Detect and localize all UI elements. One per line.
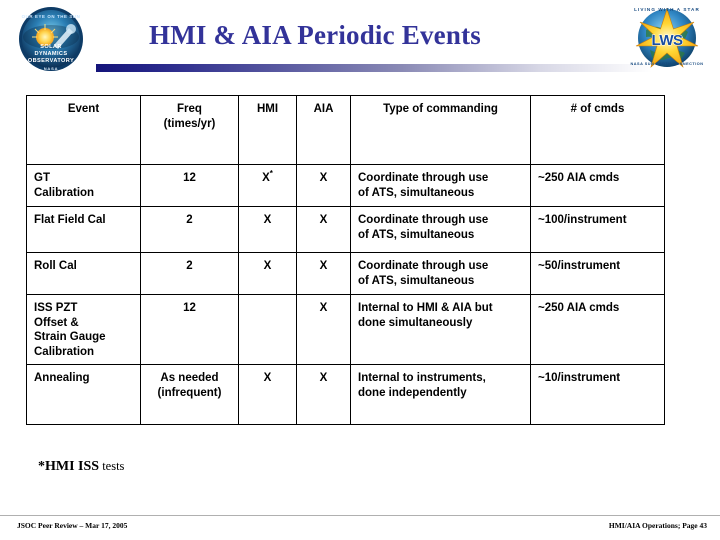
svg-text:OBSERVATORY: OBSERVATORY — [27, 58, 75, 64]
table-row — [27, 295, 665, 365]
cell-event-line3: Strain Gauge — [34, 331, 106, 344]
svg-text:OUR EYE ON THE SUN: OUR EYE ON THE SUN — [21, 14, 81, 19]
cell-cmds: ~250 AIA cmds — [531, 295, 665, 365]
cell-event-line1: ISS PZT — [34, 302, 78, 314]
footer-left-text: JSOC Peer Review – Mar 17, 2005 — [17, 521, 128, 530]
cell-freq: 2 — [141, 207, 239, 253]
cell-event — [27, 295, 141, 365]
cell-freq-line2: (infrequent) — [157, 386, 222, 399]
svg-text:SOLAR: SOLAR — [40, 44, 62, 50]
column-header-freq-line1: Freq — [177, 103, 202, 115]
cell-event — [27, 364, 141, 424]
cell-aia: X — [297, 207, 351, 253]
cell-type-line2: done simultaneously — [358, 316, 473, 329]
cell-hmi — [239, 165, 297, 207]
cell-freq — [141, 364, 239, 424]
footnote-marker-text: *HMI ISS — [38, 459, 100, 474]
column-header-freq-line2: (times/yr) — [163, 117, 216, 130]
cell-type — [351, 165, 531, 207]
sdo-logo-graphic — [14, 4, 88, 74]
column-header-type: Type of commanding — [351, 96, 531, 165]
cell-type-line2: of ATS, simultaneous — [358, 228, 475, 241]
cell-cmds: ~10/instrument — [531, 364, 665, 424]
cell-type — [351, 207, 531, 253]
cell-cmds: ~100/instrument — [531, 207, 665, 253]
cell-event — [27, 165, 141, 207]
cell-type-line1: Internal to instruments, — [358, 371, 486, 384]
cell-type-line1: Coordinate through use — [358, 260, 489, 272]
table-row — [27, 207, 665, 253]
column-header-event: Event — [27, 96, 141, 165]
cell-event-line4: Calibration — [34, 346, 95, 359]
sdo-logo — [14, 4, 88, 74]
cell-hmi: X — [239, 364, 297, 424]
cell-freq: 12 — [141, 295, 239, 365]
footer-right-text: HMI/AIA Operations; Page 43 — [608, 521, 707, 530]
cell-event-line1: Roll Cal — [34, 260, 77, 272]
footer-divider — [0, 515, 720, 516]
cell-type-line2: of ATS, simultaneous — [358, 186, 475, 199]
footnote — [38, 459, 124, 475]
cell-event — [27, 207, 141, 253]
table-row — [27, 364, 665, 424]
svg-text:DYNAMICS: DYNAMICS — [34, 51, 68, 57]
cell-hmi: X — [239, 207, 297, 253]
table-row — [27, 165, 665, 207]
cell-type-line1: Coordinate through use — [358, 172, 489, 184]
column-header-hmi: HMI — [239, 96, 297, 165]
cell-hmi-mark: X — [262, 172, 270, 184]
cell-freq: 12 — [141, 165, 239, 207]
cell-event-line1: GT — [34, 172, 50, 184]
svg-text:NASA SUN EARTH CONNECTION: NASA SUN EARTH CONNECTION — [630, 62, 704, 66]
svg-text:NASA: NASA — [43, 66, 59, 71]
cell-type-line2: done independently — [358, 386, 467, 399]
cell-type-line1: Coordinate through use — [358, 214, 489, 226]
cell-type-line2: of ATS, simultaneous — [358, 274, 475, 287]
cell-type-line1: Internal to HMI & AIA but — [358, 302, 493, 314]
cell-event-line2: Offset & — [34, 316, 79, 329]
table-header-row — [27, 96, 665, 165]
cell-cmds: ~250 AIA cmds — [531, 165, 665, 207]
footnote-text: tests — [99, 459, 125, 473]
column-header-freq — [141, 96, 239, 165]
cell-freq-line1: As needed — [160, 371, 219, 384]
cell-hmi: X — [239, 253, 297, 295]
cell-hmi — [239, 295, 297, 365]
cell-aia: X — [297, 253, 351, 295]
column-header-aia: AIA — [297, 96, 351, 165]
cell-type — [351, 253, 531, 295]
title-divider — [96, 64, 652, 72]
lws-logo-graphic — [628, 2, 706, 76]
cell-event-line1: Annealing — [34, 371, 90, 384]
cell-type — [351, 364, 531, 424]
cell-freq: 2 — [141, 253, 239, 295]
lws-logo — [628, 2, 706, 76]
periodic-events-table — [26, 95, 665, 425]
cell-event — [27, 253, 141, 295]
cell-cmds: ~50/instrument — [531, 253, 665, 295]
table-row — [27, 253, 665, 295]
slide-header — [0, 0, 720, 88]
column-header-cmds: # of cmds — [531, 96, 665, 165]
cell-event-line2: Calibration — [34, 186, 95, 199]
cell-aia: X — [297, 364, 351, 424]
cell-aia: X — [297, 295, 351, 365]
page-title: HMI & AIA Periodic Events — [149, 20, 481, 50]
svg-text:LIVING WITH A STAR: LIVING WITH A STAR — [634, 7, 700, 12]
cell-aia: X — [297, 165, 351, 207]
svg-text:LWS: LWS — [651, 32, 683, 49]
footnote-marker: * — [269, 169, 273, 179]
cell-event-line1: Flat Field Cal — [34, 214, 106, 226]
cell-type — [351, 295, 531, 365]
